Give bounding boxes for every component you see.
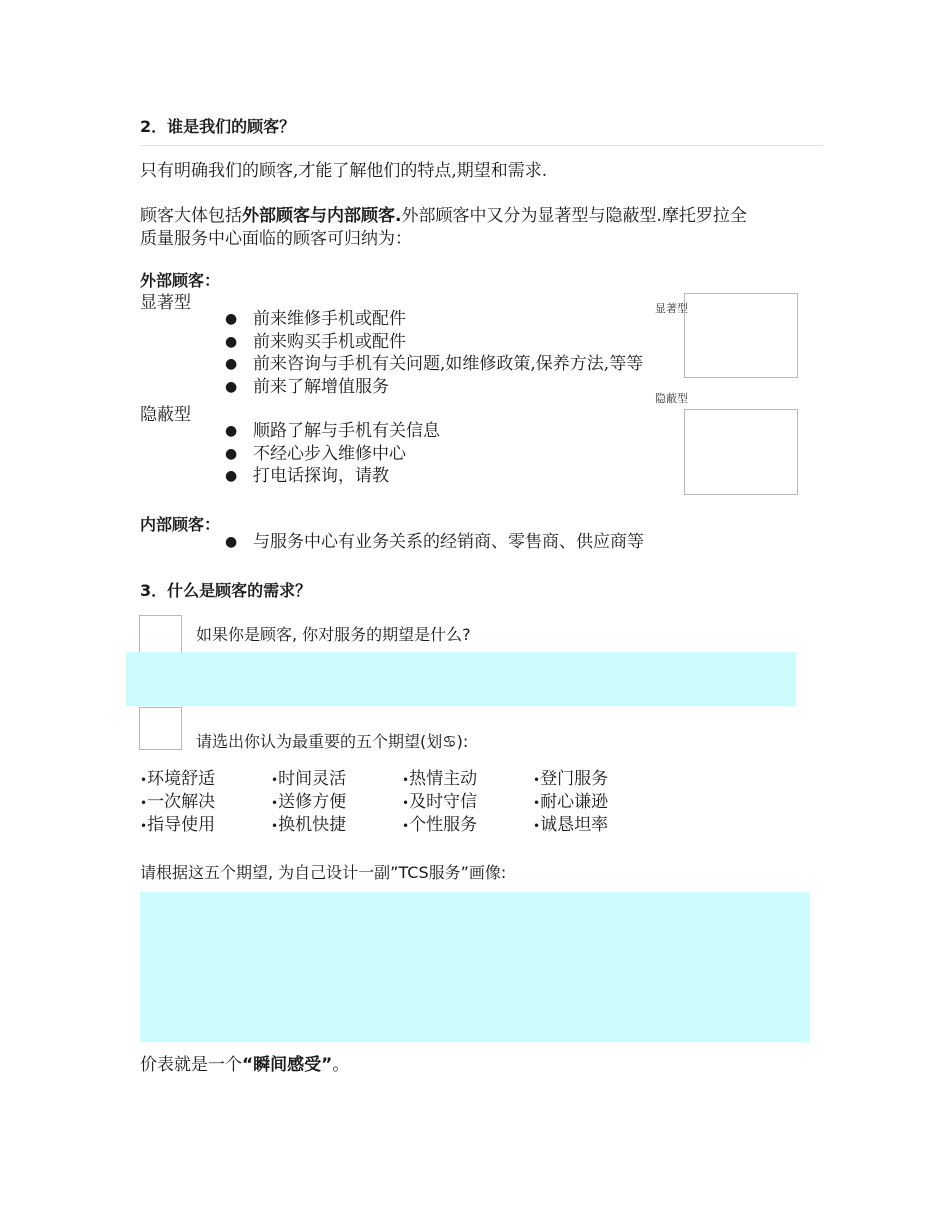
external-customers-label: 外部顾客： [140,271,221,290]
heading-divider [140,145,823,146]
bullet-icon: ● [225,445,238,462]
expectation-option[interactable] [402,814,533,838]
expectations-grid [140,768,664,837]
visible-type-label: 显著型 [140,293,191,313]
expectation-option[interactable] [533,791,664,815]
bottom-paragraph [140,1050,349,1075]
expectation-label: 环境舒适 [147,769,216,789]
list-item [225,331,643,354]
expectation-label: 换机快捷 [278,815,347,835]
bottom-text: 价表就是一个 [140,1055,242,1075]
bottom-bold-text: “瞬间感受” [242,1055,333,1075]
list-item [225,443,440,466]
expectations-row [140,791,664,814]
expectation-option[interactable] [533,814,664,838]
expectation-label: 指导使用 [147,815,216,835]
expectation-option[interactable] [271,814,402,838]
bullet-icon: ● [225,333,238,350]
section-3-heading: 3．什么是顾客的需求？ [140,581,312,600]
list-item [225,465,440,488]
expectation-option[interactable] [402,768,533,792]
expectation-label: 送修方便 [278,792,347,812]
hidden-type-label: 隐蔽型 [140,405,191,425]
expectation-option[interactable] [140,768,271,792]
list-item-text: 前来维修手机或配件 [253,309,406,329]
expectations-row [140,768,664,791]
visible-type-caption: 显著型 [655,302,688,315]
answer-area-design[interactable] [140,892,810,1042]
list-item-text: 不经心步入维修中心 [253,443,406,464]
paragraph-customer-types-line2: 质量服务中心面临的顾客可归纳为： [140,229,412,249]
hidden-customers-list [225,420,440,488]
bullet-icon: ● [225,311,238,327]
list-item-text: 前来咨询与手机有关问题,如维修政策,保养方法,等等 [253,354,644,374]
hidden-type-figure [684,409,798,495]
expectation-label: 耐心谦逊 [540,792,609,812]
expectation-label: 及时守信 [409,792,478,812]
bullet-icon: ● [225,423,238,439]
bullet-icon: • [533,819,541,833]
expectation-label: 登门服务 [540,769,609,789]
expectation-option[interactable] [140,791,271,815]
question-1: 如果你是顾客, 你对服务的期望是什么? [196,625,471,644]
bullet-icon: • [271,773,279,787]
bullet-icon: • [402,796,410,810]
expectation-label: 一次解决 [147,792,216,812]
hidden-type-caption: 隐蔽型 [655,392,688,405]
design-prompt: 请根据这五个期望, 为自己设计一副”TCS服务”画像: [140,863,507,882]
bullet-icon: • [140,819,148,833]
bottom-text: 。 [332,1055,350,1075]
list-item-text: 顺路了解与手机有关信息 [253,421,440,441]
list-item-text: 前来购买手机或配件 [253,331,406,352]
paragraph-customer-types [140,201,747,226]
expectation-option[interactable] [271,768,402,792]
list-item [225,353,643,376]
list-item [225,308,643,331]
bullet-icon: • [533,796,541,810]
question-2: 请选出你认为最重要的五个期望(划♋): [196,732,469,751]
bullet-icon: ● [225,468,238,484]
bullet-icon: ● [225,534,238,550]
list-item-text: 与服务中心有业务关系的经销商、零售商、供应商等 [253,532,644,552]
expectation-label: 诚恳坦率 [540,815,609,835]
answer-area-1[interactable] [126,652,796,706]
section-2-heading: 2．谁是我们的顾客？ [140,117,296,136]
list-item-text: 打电话探询，请教 [253,466,389,486]
bullet-icon: ● [225,378,238,395]
paragraph-bold-text: 外部顾客与内部顾客. [242,206,402,226]
internal-customers-list [225,531,644,554]
bullet-icon: • [140,796,148,810]
list-item [225,376,643,399]
expectation-option[interactable] [402,791,533,815]
list-item-text: 前来了解增值服务 [253,376,389,397]
visible-type-figure [684,293,798,378]
bullet-icon: • [533,773,541,787]
expectation-option[interactable] [533,768,664,792]
expectation-option[interactable] [271,791,402,815]
bullet-icon: • [140,773,148,787]
list-item [225,420,440,443]
paragraph-text: 外部顾客中又分为显著型与隐蔽型.摩托罗拉全 [401,206,747,226]
expectation-option[interactable] [140,814,271,838]
list-item [225,531,644,554]
bullet-icon: • [271,819,279,833]
bullet-icon: • [271,796,279,810]
bullet-icon: ● [225,356,238,372]
bullet-icon: • [402,773,410,787]
internal-customers-label: 内部顾客： [140,515,221,534]
visible-customers-list [225,308,643,398]
expectation-label: 个性服务 [409,815,478,835]
expectation-label: 时间灵活 [278,769,347,789]
expectations-row [140,814,664,837]
bullet-icon: • [402,819,410,833]
paragraph-text: 顾客大体包括 [140,206,242,226]
paragraph-intro: 只有明确我们的顾客,才能了解他们的特点,期望和需求. [140,161,548,181]
expectation-label: 热情主动 [409,769,478,789]
question-2-icon-box [139,707,182,750]
